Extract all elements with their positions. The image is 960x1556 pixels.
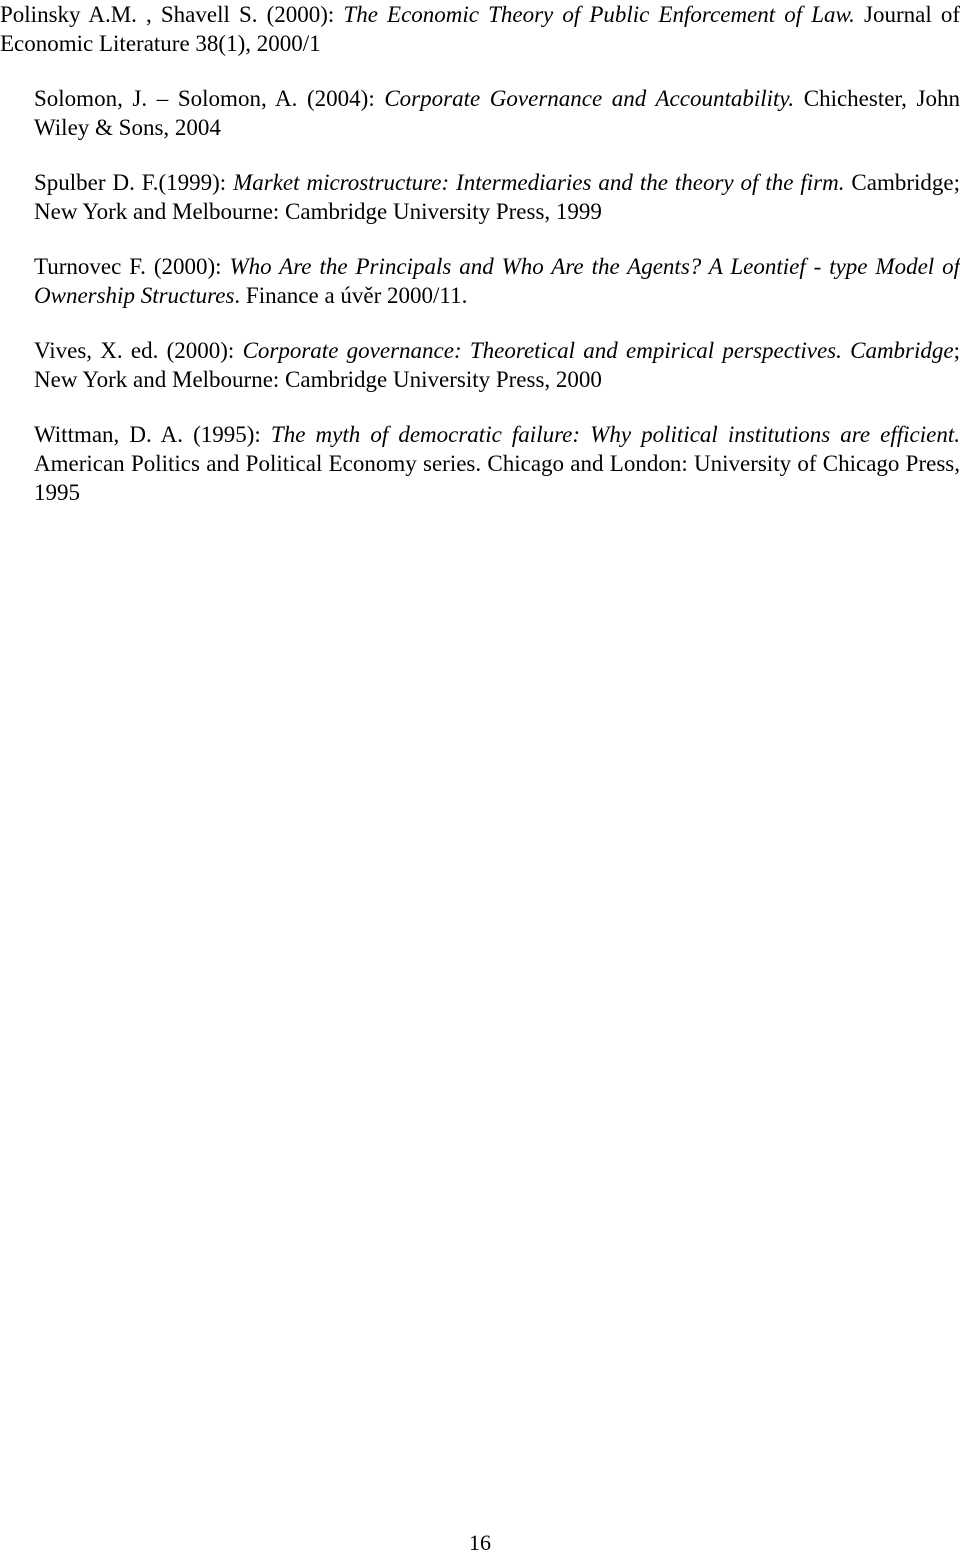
reference-authors: Polinsky A.M. , Shavell S. (2000): (0, 2, 344, 27)
reference-authors: Wittman, D. A. (1995): (34, 422, 271, 447)
reference-authors: Spulber D. F.(1999): (34, 170, 234, 195)
reference-vives (34, 336, 960, 394)
page-number: 16 (469, 1530, 491, 1555)
reference-solomon (34, 84, 960, 142)
reference-source: ; New York and Melbourne: Cambridge University Press, 2000 (34, 338, 960, 392)
reference-source: Chichester, John Wiley & Sons, 2004 (34, 86, 960, 140)
reference-title: The myth of democratic failure: Why political institutions are efficient. (270, 422, 960, 447)
reference-source: American Politics and Political Economy series. Chicago and London: University of Chicago Press, 1995 (34, 451, 960, 505)
reference-turnovec (34, 252, 960, 310)
reference-source: Cambridge; New York and Melbourne: Cambridge University Press, 1999 (34, 170, 960, 224)
reference-source: Journal of Economic Literature 38(1), 2000/1 (0, 2, 960, 56)
reference-title: Corporate governance: Theoretical and empirical perspectives. Cambridge (242, 338, 954, 363)
reference-title: Who Are the Principals and Who Are the Agents? A Leontief - type Model of Ownership Structures (34, 254, 960, 308)
reference-authors: Vives, X. ed. (2000): (34, 338, 243, 363)
reference-title: Corporate Governance and Accountability. (384, 86, 795, 111)
reference-list (0, 0, 960, 533)
reference-source: . Finance a úvěr 2000/11. (234, 283, 468, 308)
reference-title: The Economic Theory of Public Enforcement of Law. (343, 2, 855, 27)
reference-authors: Turnovec F. (2000): (34, 254, 230, 279)
reference-polinsky (0, 0, 960, 58)
reference-title: Market microstructure: Intermediaries and the theory of the firm. (233, 170, 845, 195)
reference-spulber (34, 168, 960, 226)
reference-wittman (34, 420, 960, 507)
reference-authors: Solomon, J. – Solomon, A. (2004): (34, 86, 385, 111)
